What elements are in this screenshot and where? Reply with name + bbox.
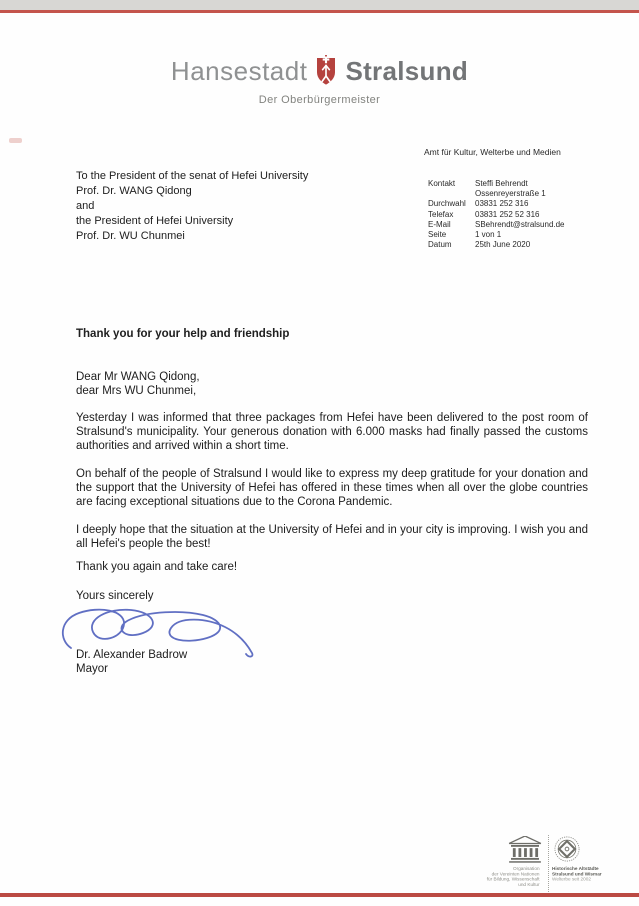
contact-row: Durchwahl 03831 252 316 [428,199,529,209]
paragraph: On behalf of the people of Stralsund I would like to express my deep gratitude for your donation and the support that the University of Hefei has offered in these times when all over the globe countries are facing exceptional situations due to the Corona Pandemic. [76,468,588,508]
recipient-line: the President of Hefei University [76,215,234,227]
world-heritage-emblem-icon [554,836,580,862]
contact-row: Ossenreyerstraße 1 [475,189,546,199]
contact-row: Telefax 03831 252 52 316 [428,209,540,219]
logo-text-hansestadt: Hansestadt [170,55,308,86]
unesco-caption: Organisation der Vereinten Nationen für Bildung, Wissenschaft und Kultur [487,866,540,887]
closing-line: Yours sincerely [76,590,154,602]
scan-top-band [0,0,639,10]
footer-dotted-divider [548,835,549,892]
signer-title: Mayor [76,663,108,675]
signature-block [76,648,187,676]
recipient-line: To the President of the senat of Hefei University [76,170,309,182]
department-line: Amt für Kultur, Welterbe und Medien [424,147,561,157]
contact-row: Kontakt Steffi Behrendt [428,179,528,188]
paragraph: Yesterday I was informed that three packages from Hefei have been delivered to the post room of Stralsund's municipality. Your generous donation with 6.000 masks had finally passed the customs authorities and arrived within a short time. [76,412,588,452]
scan-pink-artifact [9,138,22,143]
scan-top-red-line [0,10,639,13]
contact-row: E-Mail SBehrendt@stralsund.de [428,219,565,229]
stralsund-shield-icon [314,55,338,85]
paragraph: I deeply hope that the situation at the University of Hefei and in your city is improving. I wish you and all Hefei's people the best! [76,524,588,550]
recipient-address [76,169,308,244]
scan-bottom-red-line [0,893,639,897]
recipient-line: Prof. Dr. WU Chunmei [76,230,185,242]
heritage-caption: Historische Altstädte Stralsund und Wismar Welterbe seit 2002 [552,866,602,882]
signer-name: Dr. Alexander Badrow [76,649,188,661]
recipient-line: Prof. Dr. WANG Qidong [76,185,192,197]
contact-row: Seite 1 von 1 [428,230,502,240]
logo-text-stralsund: Stralsund [345,55,469,86]
city-logo [0,55,639,87]
logo-subtitle: Der Oberbürgermeister [258,94,381,106]
paragraph: Thank you again and take care! [76,561,238,573]
unesco-temple-icon [508,836,542,864]
subject-line: Thank you for your help and friendship [76,328,290,340]
salutation: Dear Mr WANG Qidong, dear Mrs WU Chunmei, [76,371,200,397]
recipient-line: and [76,200,95,212]
contact-row: Datum 25th June 2020 [428,240,531,250]
contact-block [428,179,565,250]
